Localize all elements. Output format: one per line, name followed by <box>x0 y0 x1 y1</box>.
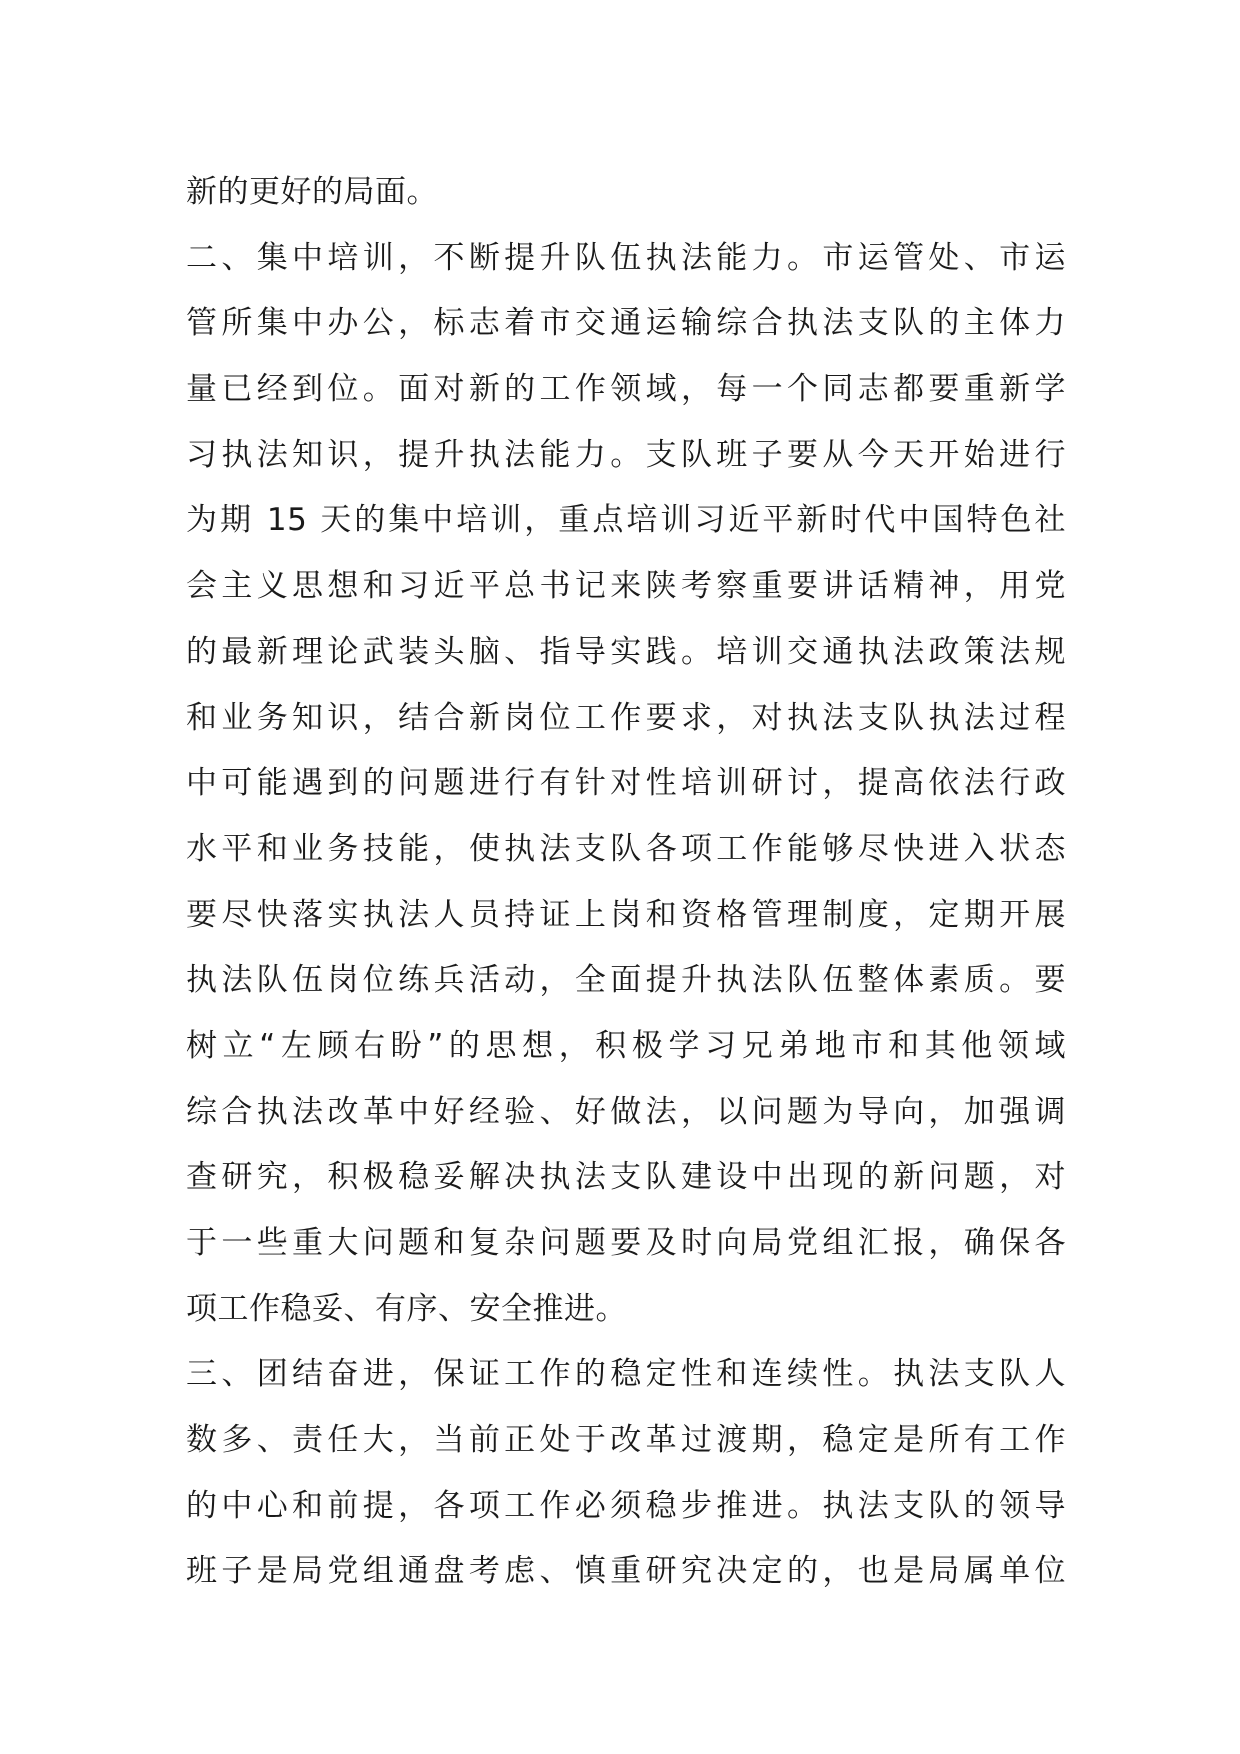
text-line: 树立“左顾右盼”的思想，积极学习兄弟地市和其他领域 <box>186 1027 1066 1064</box>
text-line: 项工作稳妥、有序、安全推进。 <box>186 1290 627 1327</box>
text-line: 查研究，积极稳妥解决执法支队建设中出现的新问题，对 <box>186 1159 1066 1196</box>
text-line: 新的更好的局面。 <box>186 174 438 210</box>
text-line: 班子是局党组通盘考虑、慎重研究决定的，也是局属单位 <box>186 1553 1066 1590</box>
text-line: 二、集中培训，不断提升队伍执法能力。市运管处、市运 <box>186 239 1066 276</box>
text-line: 的中心和前提，各项工作必须稳步推进。执法支队的领导 <box>186 1487 1066 1524</box>
text-line: 管所集中办公，标志着市交通运输综合执法支队的主体力 <box>186 305 1066 342</box>
text-line: 会主义思想和习近平总书记来陕考察重要讲话精神，用党 <box>186 568 1066 605</box>
text-line: 水平和业务技能，使执法支队各项工作能够尽快进入状态 <box>186 830 1066 867</box>
text-line: 和业务知识，结合新岗位工作要求，对执法支队执法过程 <box>186 699 1066 736</box>
text-line: 于一些重大问题和复杂问题要及时向局党组汇报，确保各 <box>186 1225 1066 1261</box>
text-line: 三、团结奋进，保证工作的稳定性和连续性。执法支队人 <box>186 1356 1066 1393</box>
text-line: 要尽快落实执法人员持证上岗和资格管理制度，定期开展 <box>186 896 1066 933</box>
document-body <box>186 160 1066 1605</box>
text-line: 为期 15 天的集中培训，重点培训习近平新时代中国特色社 <box>186 502 1066 539</box>
text-line: 量已经到位。面对新的工作领域，每一个同志都要重新学 <box>186 371 1066 408</box>
text-line: 习执法知识，提升执法能力。支队班子要从今天开始进行 <box>186 436 1066 473</box>
text-line: 的最新理论武装头脑、指导实践。培训交通执法政策法规 <box>186 633 1066 670</box>
text-line: 综合执法改革中好经验、好做法，以问题为导向，加强调 <box>186 1093 1066 1130</box>
text-line: 中可能遇到的问题进行有针对性培训研讨，提高依法行政 <box>186 765 1066 802</box>
text-line: 执法队伍岗位练兵活动，全面提升执法队伍整体素质。要 <box>186 962 1066 999</box>
text-line: 数多、责任大，当前正处于改革过渡期，稳定是所有工作 <box>186 1422 1066 1459</box>
